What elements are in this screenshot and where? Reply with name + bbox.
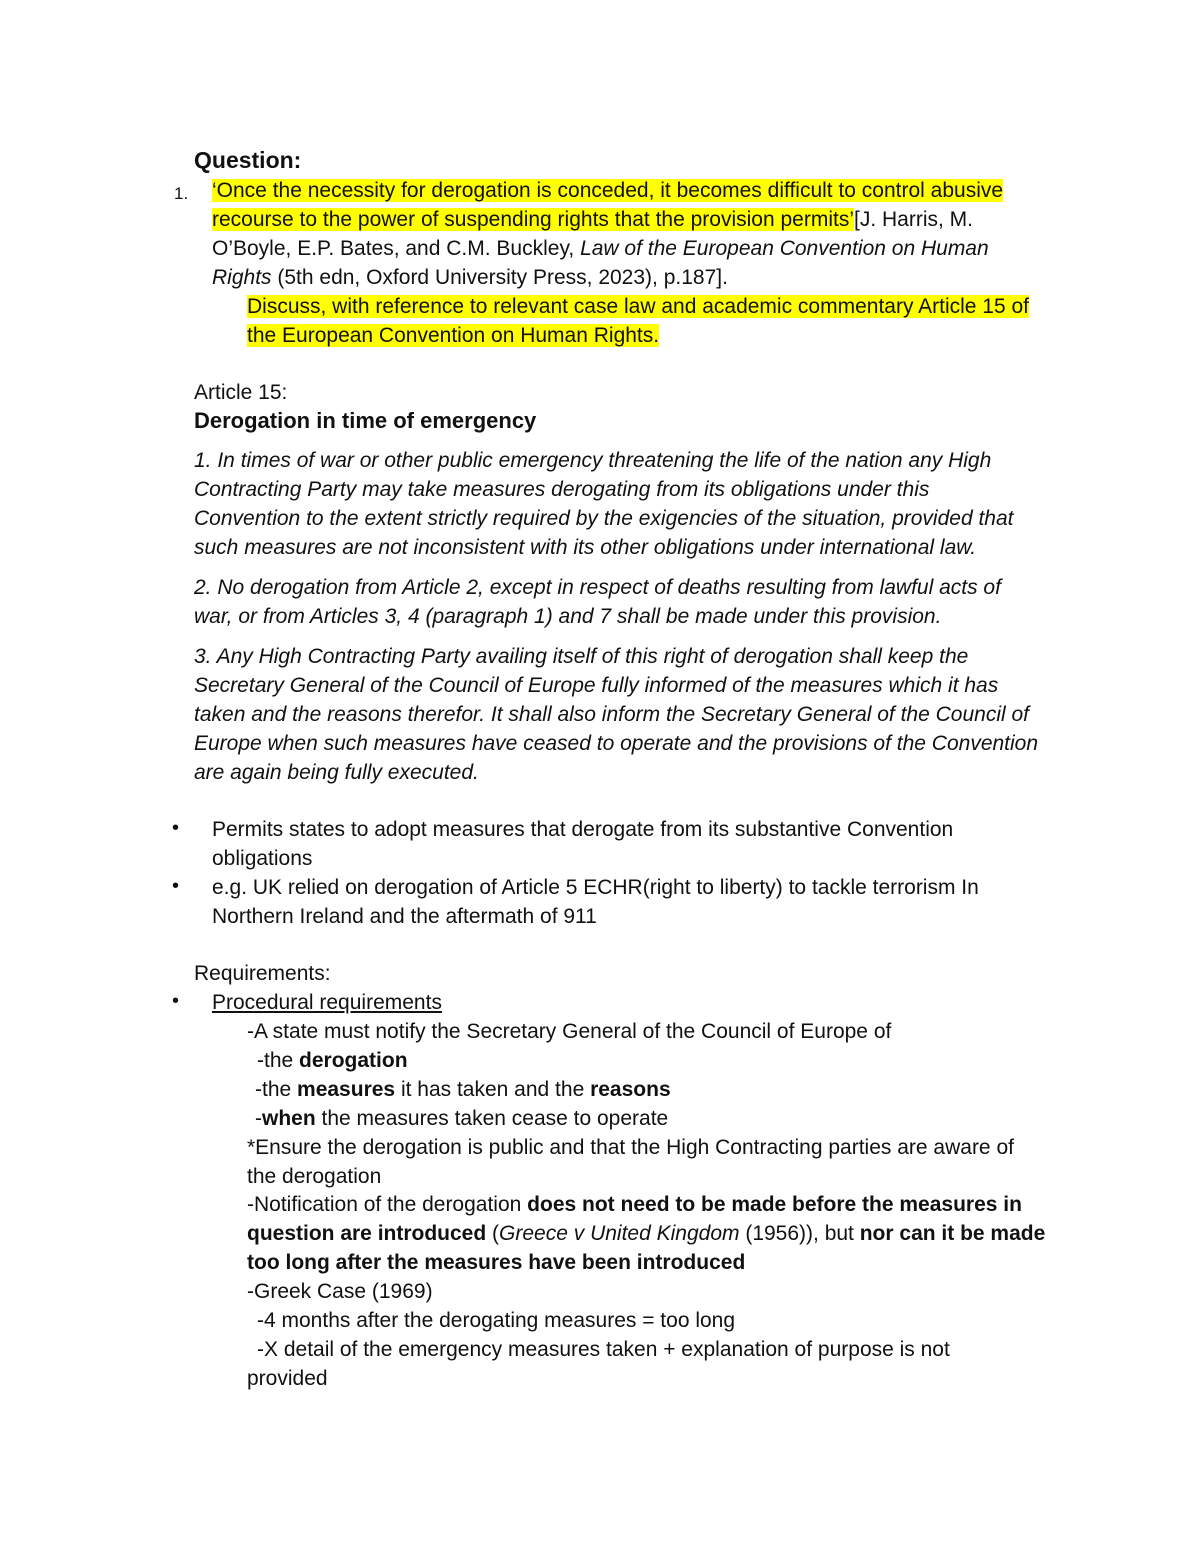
question-citation-line-3: O’Boyle, E.P. Bates, and C.M. Buckley, Law of the European Convention on Human	[212, 237, 989, 260]
article-para-1-line-4: such measures are not inconsistent with its other obligations under international law.	[194, 536, 977, 559]
article-para-3-line-4: Europe when such measures have ceased to operate and the provisions of the Convention	[194, 732, 1039, 755]
procedural-heading: Procedural requirements	[212, 991, 442, 1014]
req-line-notify: -A state must notify the Secretary General of the Council of Europe of	[247, 1020, 892, 1043]
requirements-label: Requirements:	[194, 962, 331, 985]
question-discuss-line-1: Discuss, with reference to relevant case law and academic commentary Article 15 of	[247, 295, 1030, 318]
article-label: Article 15:	[194, 381, 288, 404]
article-title: Derogation in time of emergency	[194, 408, 537, 433]
question-citation-line-4: Rights (5th edn, Oxford University Press, 2023), p.187].	[212, 266, 728, 289]
article-para-3-line-3: taken and the reasons therefor. It shall also inform the Secretary General of the Council of	[194, 703, 1030, 726]
article-para-2-line-1: 2. No derogation from Article 2, except in respect of deaths resulting from lawful acts of	[194, 576, 1001, 599]
req-line-when: -when the measures taken cease to operate	[255, 1107, 669, 1130]
req-line-derogation: -the derogation	[257, 1049, 408, 1072]
article-para-3-line-2: Secretary General of the Council of Europe fully informed of the measures which it has	[194, 674, 999, 697]
bullet-1-line-1: Permits states to adopt measures that derogate from its substantive Convention	[212, 818, 954, 841]
req-line-detail-2: provided	[247, 1367, 328, 1390]
article-para-2-line-2: war, or from Articles 3, 4 (paragraph 1) and 7 shall be made under this provision.	[194, 605, 942, 628]
req-line-greek-case: -Greek Case (1969)	[247, 1280, 433, 1303]
req-line-detail-1: -X detail of the emergency measures taken + explanation of purpose is not	[257, 1338, 950, 1361]
req-line-ensure-1: *Ensure the derogation is public and that the High Contracting parties are aware of	[247, 1136, 1014, 1159]
bullet-icon: •	[172, 875, 180, 897]
question-quote-line-2: recourse to the power of suspending rights that the provision permits’[J. Harris, M.	[212, 208, 974, 231]
req-line-measures: -the measures it has taken and the reasons	[255, 1078, 671, 1101]
article-para-1-line-1: 1. In times of war or other public emergency threatening the life of the nation any High	[194, 449, 992, 472]
article-para-1-line-2: Contracting Party may take measures derogating from its obligations under this	[194, 478, 930, 501]
bullet-2-line-1: e.g. UK relied on derogation of Article 5 ECHR(right to liberty) to tackle terrorism In	[212, 876, 979, 899]
question-heading: Question:	[194, 147, 302, 173]
bullet-icon: •	[172, 817, 180, 839]
bullet-1-line-2: obligations	[212, 847, 313, 870]
article-para-3-line-5: are again being fully executed.	[194, 761, 479, 784]
req-line-four-months: -4 months after the derogating measures = too long	[257, 1309, 736, 1332]
question-quote-line-1: ‘Once the necessity for derogation is conceded, it becomes difficult to control abusive	[212, 179, 1004, 202]
list-number: 1.	[174, 184, 189, 203]
article-para-3-line-1: 3. Any High Contracting Party availing itself of this right of derogation shall keep the	[194, 645, 969, 668]
req-line-notification-2: question are introduced (Greece v United Kingdom (1956)), but nor can it be made	[247, 1222, 1046, 1245]
article-para-1-line-3: Convention to the extent strictly required by the exigencies of the situation, provided that	[194, 507, 1014, 530]
req-line-notification-3: too long after the measures have been introduced	[247, 1251, 746, 1274]
question-discuss-line-2: the European Convention on Human Rights.	[247, 324, 660, 347]
bullet-icon: •	[172, 990, 180, 1012]
req-line-ensure-2: the derogation	[247, 1165, 382, 1188]
bullet-2-line-2: Northern Ireland and the aftermath of 911	[212, 905, 597, 928]
req-line-notification-1: -Notification of the derogation does not need to be made before the measures in	[247, 1193, 1022, 1216]
